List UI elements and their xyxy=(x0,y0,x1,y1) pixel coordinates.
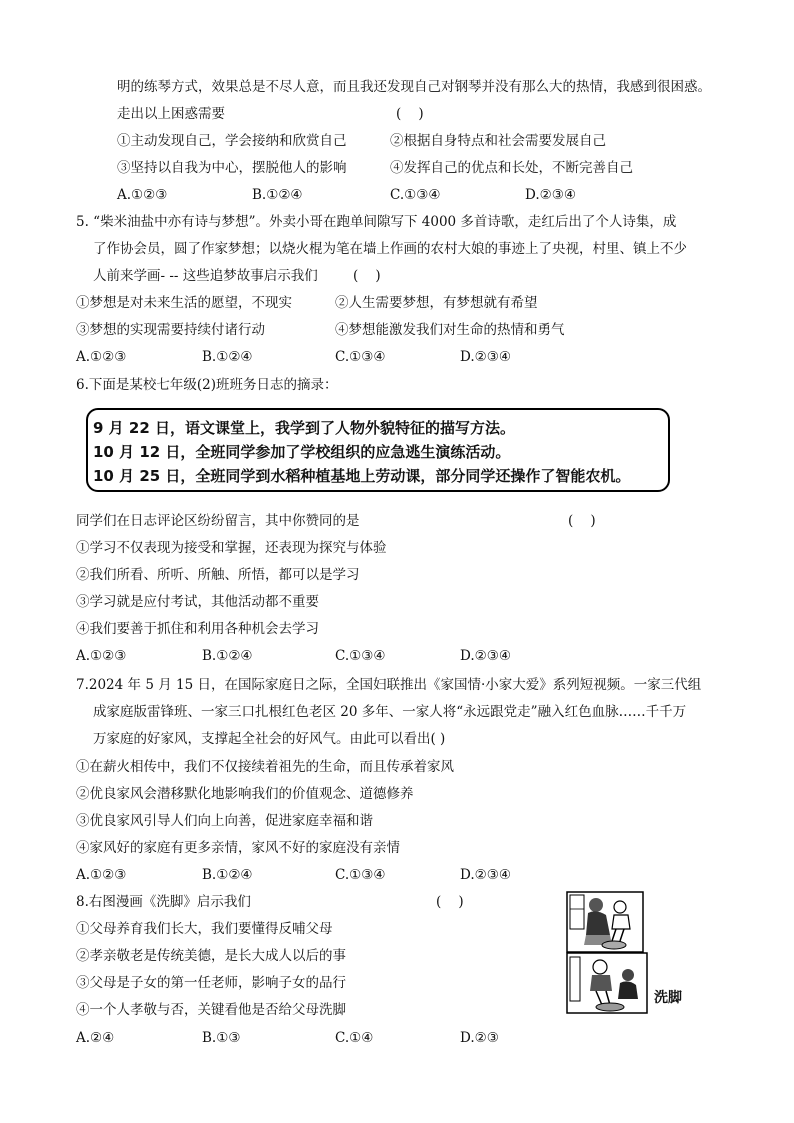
q5-choice-b: B.①②④ xyxy=(202,349,253,365)
q8-choice-c: C.①④ xyxy=(335,1030,374,1046)
q8-stem: 8.右图漫画《洗脚》启示我们 xyxy=(76,894,251,910)
q4-text-line-1: 明的练琴方式，效果总是不尽人意，而且我还发现自己对钢琴并没有那么大的热情，我感到很困惑。 xyxy=(117,79,711,95)
q4-option-3: ③坚持以自我为中心，摆脱他人的影响 xyxy=(117,160,347,176)
q7-choice-d: D.②③④ xyxy=(460,867,511,883)
q5-option-3: ③梦想的实现需要持续付诸行动 xyxy=(76,322,265,338)
q6-answer-paren: ( ) xyxy=(568,513,596,529)
q4-answer-paren: ( ) xyxy=(396,106,424,122)
q6-choice-b: B.①②④ xyxy=(202,648,253,664)
q5-choice-d: D.②③④ xyxy=(460,349,511,365)
q7-option-2: ②优良家风会潜移默化地影响我们的价值观念、道德修养 xyxy=(76,786,414,802)
q6-question: 同学们在日志评论区纷纷留言，其中你赞同的是 xyxy=(76,513,360,529)
q8-answer-paren: ( ) xyxy=(436,894,464,910)
q6-choice-d: D.②③④ xyxy=(460,648,511,664)
q8-choice-b: B.①③ xyxy=(202,1030,241,1046)
q4-option-4: ④发挥自己的优点和长处，不断完善自己 xyxy=(390,160,633,176)
q4-choice-c: C.①③④ xyxy=(390,187,441,203)
q5-option-4: ④梦想能激发我们对生命的热情和勇气 xyxy=(335,322,565,338)
q5-option-1: ①梦想是对未来生活的愿望，不现实 xyxy=(76,295,292,311)
log-entry-2: 10 月 12 日，全班同学参加了学校组织的应急逃生演练活动。 xyxy=(93,443,511,461)
q8-choice-a: A.②④ xyxy=(76,1030,115,1046)
q7-option-4: ④家风好的家庭有更多亲情，家风不好的家庭没有亲情 xyxy=(76,840,400,856)
cartoon-title: 洗脚 xyxy=(654,990,682,1006)
log-entry-3: 10 月 25 日，全班同学到水稻种植基地上劳动课，部分同学还操作了智能农机。 xyxy=(93,467,631,485)
q8-option-1: ①父母养育我们长大，我们要懂得反哺父母 xyxy=(76,921,333,937)
q8-option-3: ③父母是子女的第一任老师，影响子女的品行 xyxy=(76,975,346,991)
q8-option-2: ②孝亲敬老是传统美德，是长大成人以后的事 xyxy=(76,948,346,964)
q7-stem-line-2: 成家庭版雷锋班、一家三口扎根红色老区 20 多年、一家人将“永远跟党走”融入红色血脉……千千万 xyxy=(93,704,687,720)
q7-option-3: ③优良家风引导人们向上向善，促进家庭幸福和谐 xyxy=(76,813,373,829)
q7-choice-c: C.①③④ xyxy=(335,867,386,883)
foot-washing-cartoon xyxy=(566,891,698,1015)
q7-stem-line-3: 万家庭的好家风，支撑起全社会的好风气。由此可以看出( ) xyxy=(93,731,446,747)
q6-stem: 6.下面是某校七年级(2)班班务日志的摘录： xyxy=(76,377,338,393)
q7-choice-b: B.①②④ xyxy=(202,867,253,883)
q5-answer-paren: ( ) xyxy=(353,268,381,284)
q5-choice-c: C.①③④ xyxy=(335,349,386,365)
q8-choice-d: D.②③ xyxy=(460,1030,499,1046)
q5-option-2: ②人生需要梦想，有梦想就有希望 xyxy=(335,295,538,311)
q7-stem-line-1: 7.2024 年 5 月 15 日，在国际家庭日之际，全国妇联推出《家国情·小家大爱》系列短视频。一家三代组 xyxy=(76,677,702,693)
log-entry-1: 9 月 22 日，语文课堂上，我学到了人物外貌特征的描写方法。 xyxy=(93,419,515,437)
q4-option-1: ①主动发现自己，学会接纳和欣赏自己 xyxy=(117,133,347,149)
q8-option-4: ④一个人孝敬与否，关键看他是否给父母洗脚 xyxy=(76,1002,346,1018)
q7-option-1: ①在薪火相传中，我们不仅接续着祖先的生命，而且传承着家风 xyxy=(76,759,454,775)
q4-text-line-2: 走出以上困惑需要 xyxy=(117,106,225,122)
q7-choice-a: A.①②③ xyxy=(76,867,127,883)
q4-choice-d: D.②③④ xyxy=(525,187,576,203)
q4-option-2: ②根据自身特点和社会需要发展自己 xyxy=(390,133,606,149)
q6-option-1: ①学习不仅表现为接受和掌握，还表现为探究与体验 xyxy=(76,540,387,556)
q5-choice-a: A.①②③ xyxy=(76,349,127,365)
q5-stem-line-3: 人前来学画- -- 这些追梦故事启示我们 xyxy=(93,268,318,284)
q5-stem-line-1: 5. “柴米油盐中亦有诗与梦想”。外卖小哥在跑单间隙写下 4000 多首诗歌，走红后出了个人诗集，成 xyxy=(76,214,677,230)
q4-choice-a: A.①②③ xyxy=(117,187,168,203)
q6-choice-c: C.①③④ xyxy=(335,648,386,664)
q5-stem-line-2: 了作协会员，圆了作家梦想；以烧火棍为笔在墙上作画的农村大娘的事迹上了央视，村里、镇上不少 xyxy=(93,241,687,257)
q6-option-4: ④我们要善于抓住和利用各种机会去学习 xyxy=(76,621,319,637)
q6-option-3: ③学习就是应付考试，其他活动都不重要 xyxy=(76,594,319,610)
q4-choice-b: B.①②④ xyxy=(252,187,303,203)
q6-choice-a: A.①②③ xyxy=(76,648,127,664)
q6-option-2: ②我们所看、所听、所触、所悟，都可以是学习 xyxy=(76,567,360,583)
